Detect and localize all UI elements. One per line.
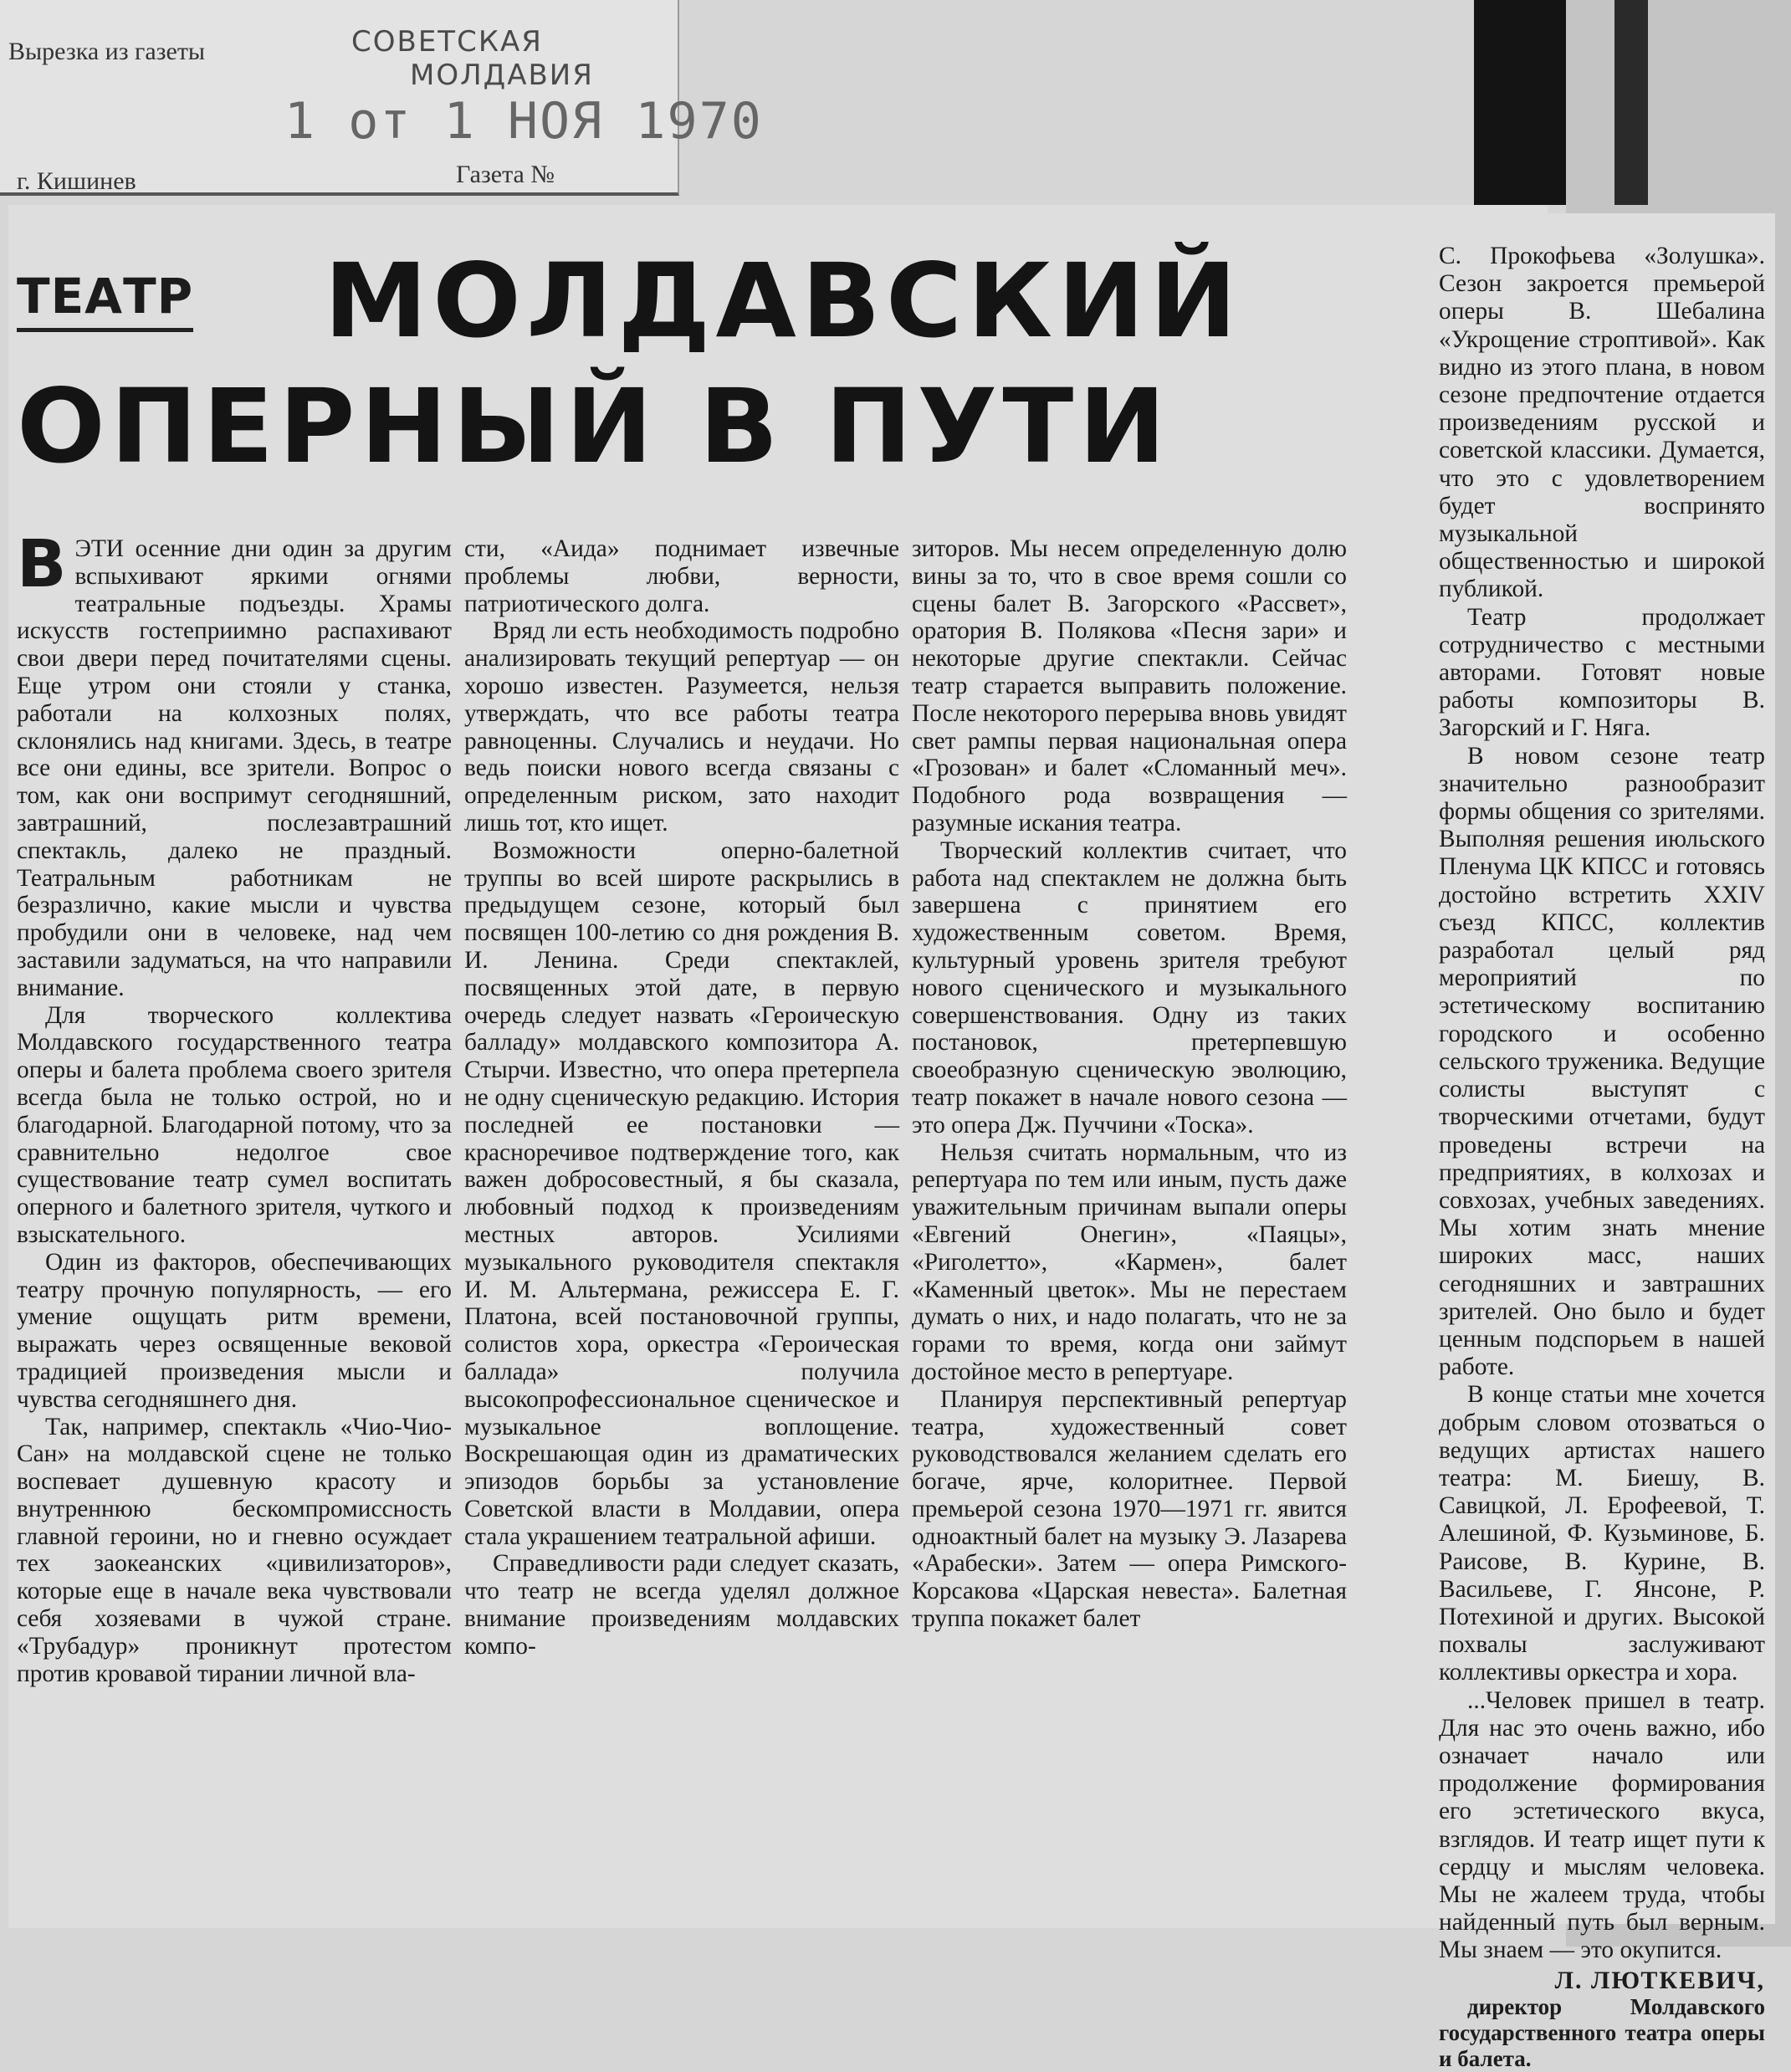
article-column-1 <box>17 527 452 1687</box>
article-paragraph: Планируя перспективный репертуар театра, художественный совет руководствовался желанием сделать его богаче, ярче, колоритнее. Первой премьерой сезона 1970—1971 гг. явится одноактный балет на музыку Э. Лазарева «Арабески». Затем — опера Римского-Корсакова «Царская невеста». Балетная труппа покажет балет <box>912 1385 1347 1633</box>
article-paragraph: Творческий коллектив считает, что работа над спектаклем не должна быть завершена с принятием его художественным советом. Время, культурный уровень зрителя требуют нового сценического и музыкального совершенствования. Одну из таких постановок, претерпевшую своеобразную сценическую эволюцию, театр покажет в начале нового сезона — это опера Дж. Пуччини «Тоска». <box>912 836 1347 1138</box>
clipping-issue: Газета № <box>456 161 555 188</box>
article-clipping <box>8 205 1548 1928</box>
article-paragraph: Справедливости ради следует сказать, что театр не всегда уделял должное внимание произведениям молдавских компо- <box>464 1550 899 1660</box>
article-paragraph: С. Прокофьева «Золушка». Сезон закроется премьерой оперы В. Шебалина «Укрощение строптивой». Как видно из этого плана, в новом сезоне предпочтение отдается произведениям русской и советской классики. Думается, что это с удовлетворением будет воспринято музыкальной общественностью и широкой публикой. <box>1439 243 1765 603</box>
article-paragraph: сти, «Аида» поднимает извечные проблемы любви, верности, патриотического долга. <box>464 535 899 617</box>
article-paragraph: Возможности оперно-балетной труппы во всей широте раскрылись в предыдущем сезоне, который был посвящен 100-летию со дня рождения В. И. Ленина. Среди спектаклей, посвященных этой дате, в первую очередь следует назвать «Героическую балладу» молдавского композитора А. Стырчи. Известно, что опера претерпела не одну сценическую редакцию. История последней ее постановки — красноречивое подтверждение того, как важен добросовестный, я бы сказала, любовный подход к произведениям местных авторов. Усилиями музыкального руководителя спектакля И. М. Альтермана, режиссера Е. Г. Платона, всей постановочной группы, солистов хора, оркестра «Героическая баллада» получила высокопрофессиональное сценическое и музыкальное воплощение. Воскрешающая один из драматических эпизодов борьбы за установление Советской власти в Молдавии, опера стала украшением театральной афиши. <box>464 836 899 1550</box>
author-role: директор Молдавского государственного театра оперы и балета. <box>1439 1993 1765 2071</box>
date-stamp: 1 от 1 НОЯ 1970 <box>284 92 763 151</box>
author-signature: Л. ЛЮТКЕВИЧ, <box>1554 1966 1765 1994</box>
clipping-label-title: Вырезка из газеты <box>8 38 206 65</box>
headline-line1: МОЛДАВСКИЙ <box>324 242 1242 361</box>
article-column-3 <box>912 535 1347 1633</box>
newspaper-name-stamp <box>351 25 594 92</box>
clipping-label <box>0 0 763 196</box>
article-rubric: ТЕАТР <box>17 268 193 332</box>
article-paragraph: Для творческого коллектива Молдавского государственного театра оперы и балета проблема своего зрителя всегда была не только острой, но и благодарной. Благодарной потому, что за сравнительно недолгое свое существование театр сумел воспитать оперного и балетного зрителя, чуткого и взыскательного. <box>17 1001 452 1248</box>
article-paragraph: ВЭТИ осенние дни один за другим вспыхивают яркими огнями театральные подъезды. Храмы искусств гостеприимно распахивают свои двери перед почитателями сцены. Еще утром они стояли у станка, работали на колхозных полях, склонялись над книгами. Здесь, в театре все они едины, все зрители. Вопрос о том, как они воспримут сегодняшний, завтрашний, послезавтрашний спектакль, далеко не праздный. Театральным работникам не безразлично, какие мысли и чувства пробудили они в человеке, над чем заставили задуматься, на что направили внимание. <box>17 527 452 1001</box>
article-paragraph: Вряд ли есть необходимость подробно анализировать текущий репертуар — он хорошо известен. Разумеется, нельзя утверждать, что все работы театра равноценны. Случались и неудачи. Но ведь поиски нового всегда связаны с определенным риском, зато находит лишь тот, кто ищет. <box>464 617 899 836</box>
article-paragraph: ...Человек пришел в театр. Для нас это очень важно, ибо означает начало или продолжение формирования его эстетического вкуса, взглядов. И театр ищет пути к сердцу и мыслям человека. Мы не жалеем труда, чтобы найденный путь был верным. Мы знаем — это окупится. <box>1439 1686 1765 1964</box>
article-headline <box>17 238 1348 489</box>
background-dark-strip <box>1614 0 1648 205</box>
dropcap: В <box>17 527 67 602</box>
headline-line2: ОПЕРНЫЙ В ПУТИ <box>17 367 1171 486</box>
article-column-4 <box>1432 213 1775 2071</box>
article-paragraph: В новом сезоне театр значительно разнообразит формы общения со зрителями. Выполняя решения июльского Пленума ЦК КПСС и готовясь достойно встретить XXIV съезд КПСС, коллектив разработал целый ряд мероприятий по эстетическому воспитанию городского и особенно сельского труженика. Ведущие солисты выступят с творческими отчетами, будут проведены встречи на предприятиях, в колхозах и совхозах, учебных заведениях. Мы хотим знать мнение широких масс, наших сегодняшних и завтрашних зрителей. Оно было и будет ценным подспорьем в нашей работе. <box>1439 742 1765 1381</box>
article-paragraph: Нельзя считать нормальным, что из репертуара по тем или иным, пусть даже уважительным причинам выпали оперы «Евгений Онегин», «Паяцы», «Риголетто», «Кармен», балет «Каменный цветок». Мы не перестаем думать о них, и надо полагать, что не за горами то время, когда они займут достойное место в репертуаре. <box>912 1138 1347 1385</box>
newspaper-name-line1: СОВЕТСКАЯ <box>351 25 543 59</box>
background-dark-strip <box>1474 0 1566 205</box>
article-paragraph: В конце статьи мне хочется добрым словом отозваться о ведущих артистах нашего театра: М. Биешу, В. Савицкой, Л. Ерофеевой, Т. Алешиной, Ф. Кузьминове, Б. Раисове, В. Курине, В. Васильеве, Г. Янсоне, Р. Потехиной и других. Высокой похвалы заслуживают коллективы оркестра и хора. <box>1439 1381 1765 1686</box>
article-paragraph: Один из факторов, обеспечивающих театру прочную популярность, — его умение ощущать ритм времени, выражать через освященные вековой традицией произведения мысли и чувства сегодняшнего дня. <box>17 1248 452 1413</box>
article-paragraph: зиторов. Мы несем определенную долю вины за то, что в свое время сошли со сцены балет В. Загорского «Рассвет», оратория В. Полякова «Песня зари» и некоторые другие спектакли. Сейчас театр старается выправить положение. После некоторого перерыва вновь увидят свет рампы первая национальная опера «Грозован» и балет «Сломанный меч». Подобного рода возвращения — разумные искания театра. <box>912 535 1347 836</box>
newspaper-name-line2: МОЛДАВИЯ <box>410 59 594 92</box>
article-column-2 <box>464 535 899 1660</box>
clipping-city: г. Кишинев <box>17 167 136 195</box>
article-paragraph: Театр продолжает сотрудничество с местными авторами. Готовят новые работы композиторы В. Загорский и Г. Няга. <box>1439 603 1765 742</box>
article-paragraph: Так, например, спектакль «Чио-Чио-Сан» на молдавской сцене не только воспевает душевную красоту и внутреннюю бескомпромиссность главной героини, но и гневно осуждает тех заокеанских «цивилизаторов», которые еще в начале века чувствовали себя хозяевами в чужой стране. «Трубадур» проникнут протестом против кровавой тирании личной вла- <box>17 1413 452 1687</box>
